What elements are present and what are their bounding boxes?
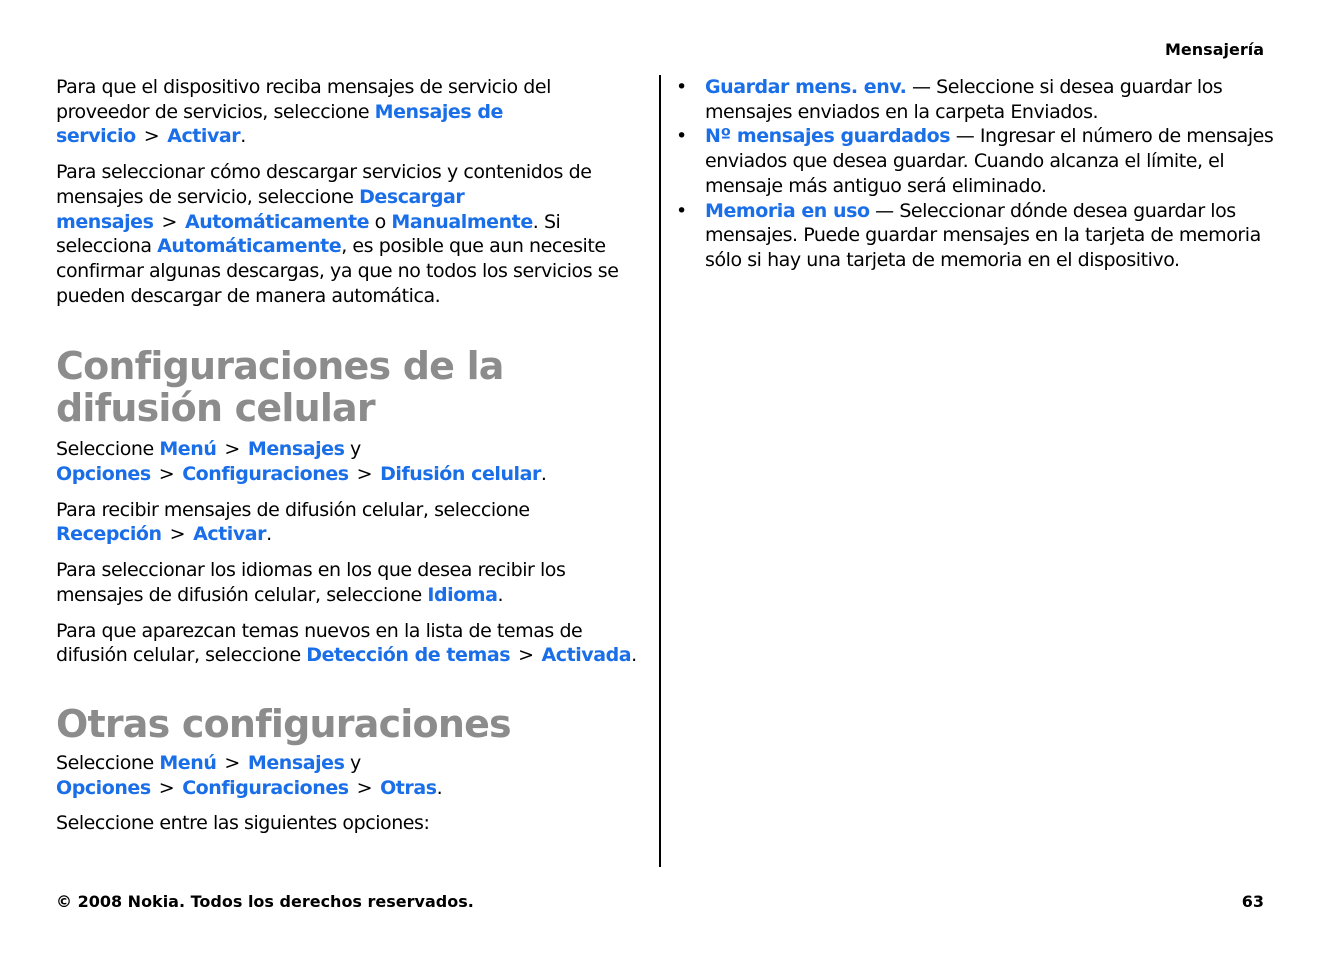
running-header: Mensajería	[1165, 40, 1264, 59]
link-configuraciones[interactable]: Configuraciones	[182, 463, 349, 486]
link-automaticamente[interactable]: Automáticamente	[184, 210, 370, 233]
path-separator: >	[356, 463, 373, 486]
link-mensajes-2[interactable]: Mensajes	[247, 751, 345, 774]
paragraph-language: Para seleccionar los idiomas en los que desea recibir los mensajes de difusión celular, seleccione Idioma.	[56, 559, 566, 606]
path-separator: >	[224, 438, 240, 461]
options-list	[676, 75, 1276, 273]
link-num-mensajes-guardados[interactable]: Nº mensajes guardados	[705, 125, 951, 148]
list-item: • Memoria en uso — Seleccionar dónde desea guardar los mensajes. Puede guardar mensajes en la tarjeta de memoria sólo si hay una tarjeta de memoria en el dispositivo.	[676, 199, 1261, 271]
link-guardar-mens-env[interactable]: Guardar mens. env.	[705, 76, 907, 98]
path-separator: >	[224, 751, 240, 774]
link-menu[interactable]: Menú	[159, 438, 217, 461]
link-manualmente[interactable]: Manualmente	[391, 210, 533, 233]
bullet-icon: •	[676, 76, 687, 98]
paragraph-select-options: Seleccione entre las siguientes opciones:	[56, 812, 430, 835]
link-otras[interactable]: Otras	[380, 776, 437, 799]
column-divider	[659, 75, 661, 867]
link-recepcion[interactable]: Recepción	[56, 523, 162, 546]
link-menu-2[interactable]: Menú	[159, 751, 217, 774]
path-separator: >	[169, 523, 186, 546]
link-idioma[interactable]: Idioma	[427, 583, 498, 606]
list-item: • Guardar mens. env. — Seleccione si desea guardar los mensajes enviados en la carpeta Enviados.	[676, 76, 1223, 123]
link-automaticamente-2[interactable]: Automáticamente	[157, 235, 342, 258]
link-activar-2[interactable]: Activar	[193, 523, 267, 546]
bullet-icon: •	[676, 199, 687, 222]
path-separator: >	[356, 776, 373, 799]
left-column	[56, 75, 641, 847]
link-difusion-celular[interactable]: Difusión celular	[380, 463, 541, 486]
paragraph-reception: Para recibir mensajes de difusión celular, seleccione Recepción > Activar.	[56, 498, 530, 546]
path-separator: >	[158, 776, 175, 799]
path-separator: >	[143, 125, 160, 148]
link-opciones-2[interactable]: Opciones	[56, 776, 151, 799]
link-configuraciones-2[interactable]: Configuraciones	[182, 776, 349, 799]
link-descargar-mensajes[interactable]: Descargar mensajes	[56, 185, 465, 233]
link-mensajes-de-servicio[interactable]: Mensajes de servicio	[56, 100, 503, 148]
section-heading-cell-broadcast: Configuraciones de la difusión celular	[56, 344, 504, 431]
right-column	[676, 75, 1276, 273]
paragraph-cell-broadcast-path: Seleccione Menú > Mensajes y Opciones > Configuraciones > Difusión celular.	[56, 438, 547, 486]
bullet-icon: •	[676, 125, 687, 148]
copyright-footer: © 2008 Nokia. Todos los derechos reservados.	[56, 892, 474, 911]
list-item: • Nº mensajes guardados — Ingresar el número de mensajes enviados que desea guardar. Cuando alcanza el límite, el mensaje más antiguo será eliminado.	[676, 125, 1274, 197]
link-deteccion-de-temas[interactable]: Detección de temas	[306, 644, 511, 667]
link-mensajes[interactable]: Mensajes	[247, 438, 345, 461]
section-heading-other-settings: Otras configuraciones	[56, 701, 511, 746]
page-number: 63	[1241, 892, 1264, 911]
paragraph-download-messages: Para seleccionar cómo descargar servicios y contenidos de mensajes de servicio, seleccione Descargar mensajes > Automáticamente o Manualmente. Si selecciona Automáticamente, es posible que aun necesite confirmar algunas descargas, ya que no todos los servicios se pueden descargar de manera automática.	[56, 161, 619, 307]
link-memoria-en-uso[interactable]: Memoria en uso	[705, 199, 870, 222]
link-opciones[interactable]: Opciones	[56, 463, 151, 486]
paragraph-service-messages: Para que el dispositivo reciba mensajes de servicio del proveedor de servicios, seleccione Mensajes de servicio > Activar.	[56, 76, 551, 148]
path-separator: >	[161, 210, 177, 233]
link-activada[interactable]: Activada	[541, 644, 632, 667]
paragraph-topic-detection: Para que aparezcan temas nuevos en la lista de temas de difusión celular, seleccione Detección de temas > Activada.	[56, 619, 637, 667]
paragraph-other-settings-path: Seleccione Menú > Mensajes y Opciones > Configuraciones > Otras.	[56, 751, 443, 799]
link-activar[interactable]: Activar	[167, 125, 241, 148]
path-separator: >	[518, 644, 534, 667]
path-separator: >	[158, 463, 175, 486]
